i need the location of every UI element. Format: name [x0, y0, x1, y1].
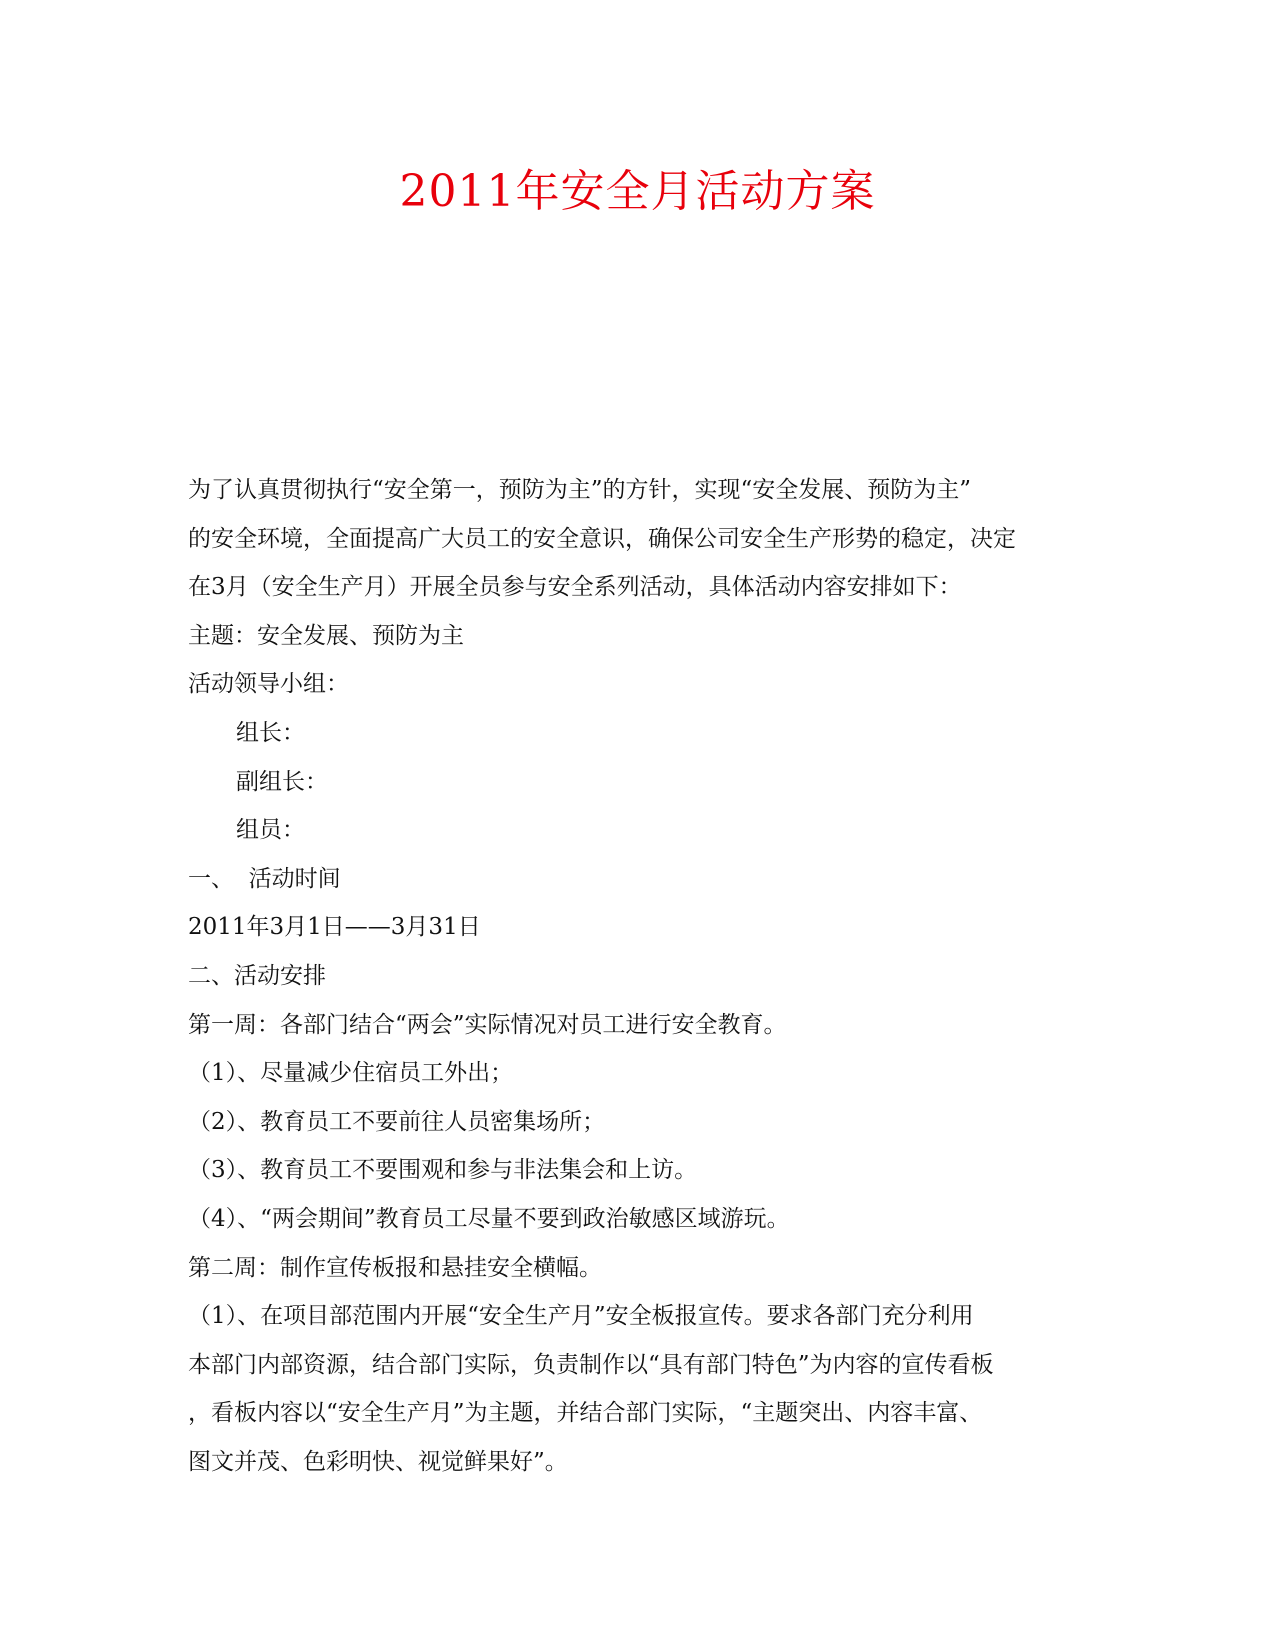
paragraph-line: 为了认真贯彻执行“安全第一，预防为主”的方针，实现“安全发展、预防为主” [188, 477, 972, 503]
section-heading-time: 一、 活动时间 [188, 865, 341, 892]
document-title: 2011年安全月活动方案 [399, 166, 876, 217]
group-leader-line: 组长： [236, 719, 305, 746]
paragraph-line: 在3月（安全生产月）开展全员参与安全系列活动，具体活动内容安排如下： [188, 574, 962, 601]
deputy-leader-line: 副组长： [236, 768, 328, 795]
members-line: 组员： [236, 817, 305, 844]
section-heading-arrangement: 二、活动安排 [188, 962, 326, 989]
list-item: （2）、教育员工不要前往人员密集场所； [188, 1108, 606, 1135]
paragraph-line: 本部门内部资源，结合部门实际，负责制作以“具有部门特色”为内容的宣传看板 [188, 1351, 994, 1378]
list-item: （4）、“两会期间”教育员工尽量不要到政治敏感区域游玩。 [188, 1205, 790, 1232]
paragraph-line: 的安全环境，全面提高广大员工的安全意识，确保公司安全生产形势的稳定，决定 [188, 525, 1016, 552]
list-item: （1）、尽量减少住宿员工外出； [188, 1060, 514, 1087]
list-item: （3）、教育员工不要围观和参与非法集会和上访。 [188, 1157, 698, 1184]
week-one-line: 第一周：各部门结合“两会”实际情况对员工进行安全教育。 [188, 1011, 787, 1038]
document-body [188, 466, 1088, 1486]
theme-line: 主题：安全发展、预防为主 [188, 622, 464, 649]
paragraph-line: ，看板内容以“安全生产月”为主题，并结合部门实际，“主题突出、内容丰富、 [188, 1400, 983, 1427]
week-two-line: 第二周：制作宣传板报和悬挂安全横幅。 [188, 1254, 602, 1281]
activity-date-range: 2011年3月1日——3月31日 [188, 914, 481, 941]
paragraph-line: 图文并茂、色彩明快、视觉鲜果好”。 [188, 1448, 568, 1475]
leadership-group-heading: 活动领导小组： [188, 671, 349, 698]
paragraph-line: （1）、在项目部范围内开展“安全生产月”安全板报宣传。要求各部门充分利用 [188, 1303, 974, 1330]
